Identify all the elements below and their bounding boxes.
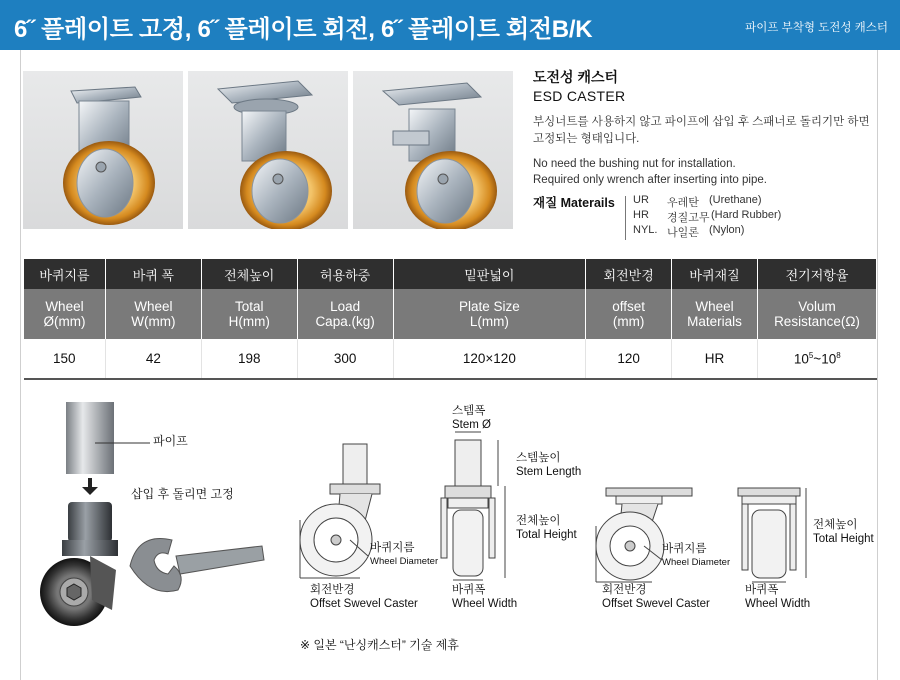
swivel-front-diagram <box>441 432 505 580</box>
stem-length-en: Stem Length <box>516 466 582 478</box>
category-label: 파이프 부착형 도전성 캐스터 <box>745 22 888 34</box>
header-line: Capa.(kg) <box>315 314 375 329</box>
table-cell: HR <box>672 339 758 379</box>
offset-kr-2: 회전반경 <box>602 584 647 596</box>
product-name-en: ESD CASTER <box>533 88 626 104</box>
description-kr-line1: 부싱너트를 사용하지 않고 파이프에 삽입 후 스패너로 돌리기만 하면 <box>533 116 870 128</box>
material-kr: 경질고무 <box>667 212 710 224</box>
offset-en: Offset Swevel Caster <box>310 598 418 610</box>
header-line: H(mm) <box>228 314 270 329</box>
description-en-line2: Required only wrench after inserting into pipe. <box>533 174 767 186</box>
header-line: (mm) <box>612 314 645 329</box>
wrench-icon <box>130 538 264 591</box>
table-header-cell <box>201 289 297 339</box>
table-cell-resistance <box>758 339 877 379</box>
table-cell: 120 <box>586 339 672 379</box>
wheel-width-en-2: Wheel Width <box>745 598 811 610</box>
header-line: Wheel <box>134 299 173 314</box>
material-en: (Urethane) <box>709 194 762 206</box>
wheel-diameter-en-2: Wheel Diameter <box>662 557 731 568</box>
header-line: Plate Size <box>458 299 520 314</box>
table-header-cell: 전체높이 <box>201 259 297 289</box>
material-code: HR <box>633 209 649 221</box>
table-header-cell: 바퀴 폭 <box>105 259 201 289</box>
table-header-cell <box>24 289 106 339</box>
material-code: NYL. <box>633 224 658 236</box>
product-name-kr: 도전성 캐스터 <box>533 69 619 85</box>
table-header-cell: 전기저항율 <box>758 259 877 289</box>
total-height-kr: 전체높이 <box>516 515 561 527</box>
table-header-kr <box>24 259 877 289</box>
table-header-cell <box>758 289 877 339</box>
description-kr-line2: 고정되는 형태입니다. <box>533 133 640 145</box>
total-height-kr-2: 전체높이 <box>813 519 858 531</box>
table-header-cell <box>672 289 758 339</box>
insert-label: 삽입 후 돌리면 고정 <box>131 487 234 501</box>
table-header-en <box>24 289 877 339</box>
header-line: L(mm) <box>469 314 509 329</box>
table-cell: 150 <box>24 339 106 379</box>
table-header-cell <box>393 289 586 339</box>
header-line: W(mm) <box>131 314 176 329</box>
table-header-cell <box>586 289 672 339</box>
swivel-caster-photo <box>188 71 348 229</box>
res-exp: 8 <box>836 350 841 360</box>
offset-kr: 회전반경 <box>310 584 355 596</box>
table-header-cell <box>297 289 393 339</box>
res-sep: ~ <box>813 351 822 367</box>
table-header-cell: 밑판넓이 <box>393 259 586 289</box>
wheel-width-kr-2: 바퀴폭 <box>745 584 779 596</box>
material-kr: 우레탄 <box>667 197 699 209</box>
material-code: UR <box>633 194 649 206</box>
wheel-diameter-en: Wheel Diameter <box>370 556 439 567</box>
table-header-cell: 바퀴지름 <box>24 259 106 289</box>
table-cell: 120×120 <box>393 339 586 379</box>
res-base: 10 <box>793 351 809 367</box>
swivel-side-diagram <box>300 444 380 578</box>
rigid-caster-photo <box>23 71 183 229</box>
materials-divider <box>625 196 626 240</box>
product-description <box>533 67 873 188</box>
wheel-width-en: Wheel Width <box>452 598 518 610</box>
materials-label: 재질 Materails <box>533 196 615 210</box>
table-cell: 198 <box>201 339 297 379</box>
spec-table <box>23 259 877 380</box>
swivel-brake-caster-photo <box>353 71 513 229</box>
total-height-en: Total Height <box>516 529 577 541</box>
table-row <box>24 339 877 379</box>
stem-width-en: Stem Ø <box>452 419 491 431</box>
table-cell: 42 <box>105 339 201 379</box>
page-title: 6˝ 플레이트 고정, 6˝ 플레이트 회전, 6˝ 플레이트 회전B/K <box>14 16 593 43</box>
stem-width-kr: 스템폭 <box>452 405 486 417</box>
stem-length-kr: 스템높이 <box>516 452 561 464</box>
total-height-en-2: Total Height <box>813 533 874 545</box>
description-en-line1: No need the bushing nut for installation. <box>533 158 736 170</box>
header-line: Wheel <box>45 299 84 314</box>
description-en <box>533 156 873 188</box>
table-cell: 300 <box>297 339 393 379</box>
res-exp: 5 <box>808 350 814 360</box>
table-header-cell <box>105 289 201 339</box>
header-line: Resistance(Ω) <box>774 314 860 329</box>
table-header-cell: 허용하중 <box>297 259 393 289</box>
header-line: Volum <box>798 299 836 314</box>
header-line: Load <box>330 299 361 314</box>
table-header-cell: 바퀴재질 <box>672 259 758 289</box>
technical-diagram <box>0 385 900 665</box>
res-base: 10 <box>821 351 837 367</box>
header-line: Total <box>234 299 264 314</box>
material-en: (Nylon) <box>709 224 745 236</box>
wheel-diameter-kr-2: 바퀴지름 <box>662 543 707 555</box>
description-kr <box>533 114 873 148</box>
header-bar <box>0 0 900 50</box>
material-kr: 나일론 <box>667 227 699 239</box>
table-header-cell: 회전반경 <box>586 259 672 289</box>
wheel-diameter-kr: 바퀴지름 <box>370 542 415 554</box>
offset-en-2: Offset Swevel Caster <box>602 598 710 610</box>
footnote: ※ 일본 “난싱캐스터” 기술 제휴 <box>300 638 459 652</box>
material-en: (Hard Rubber) <box>711 209 782 221</box>
header-line: Wheel <box>695 299 734 314</box>
plate-front-diagram <box>738 488 806 582</box>
pipe-illustration <box>40 402 150 626</box>
header-line: Ø(mm) <box>43 314 86 329</box>
header-line: Materials <box>687 314 742 329</box>
wheel-width-kr: 바퀴폭 <box>452 584 486 596</box>
pipe-label: 파이프 <box>153 434 188 448</box>
header-line: offset <box>612 299 646 314</box>
